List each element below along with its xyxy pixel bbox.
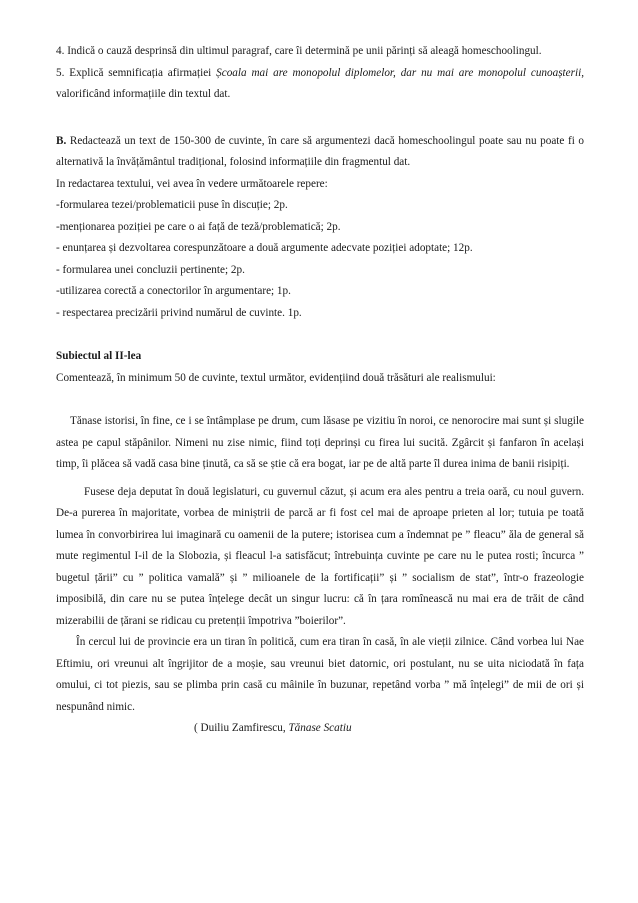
question-4: 4. Indică o cauză desprinsă din ultimul paragraf, care îi determină pe unii părinți să aleagă homeschoolingul. (56, 45, 542, 57)
source-title: Tănase Scatiu (288, 722, 352, 734)
excerpt-paragraph-2: Fusese deja deputat în două legislaturi, cu guvernul căzut, și acum era ales pentru a treia oară, cu noul guvern. De-a purerea în majoritate, vorbea de miniștrii de parcă ar fi fost cel mai de aproape prieten al lor; tutuia pe toată lumea în convorbirirea lui imaginară cu oamenii de la putere; istorisea cum a îndemnat pe ” fleacu” ăla de general să mute regimentul I-il de la Slobozia, și fleacul l-a satisfăcut; întrebuința cuvinte pe care nu le putea rosti; încurca ” bugetul țării” cu ” politica vamală” și ” milioanele de la fortificații” și ” socialism de stat”, într-o frazeologie imposibilă, din care nu se putea înțelege decât un singur lucru: că în țara romînească nu mai era de trăit de când mizerabilii de țărani se ridicau cu pretenții împotriva ”boierilor”. (56, 485, 584, 627)
excerpt-source (56, 718, 584, 740)
question-5 (56, 63, 584, 106)
spacer (56, 106, 584, 131)
criterion-item: -formularea tezei/problematicii puse în discuție; 2p. (56, 199, 288, 211)
document-body (56, 41, 584, 740)
excerpt-paragraph-3: În cercul lui de provincie era un tiran în politică, cum era tiran în casă, în ale vieții zilnice. Când vorbea lui Nae Eftimiu, ori vreunui alt îngrijitor de a moșie, sau vreunui biet datornic, ori postulant, nu se uita niciodată în fața omului, ci tot piezis, sau se plimba prin casă cu mâinile în buzunar, repetând vorba ” mă înțelegi” de mii de ori și nespunând nimic. (56, 636, 584, 713)
criterion-item: - respectarea precizării privind numărul de cuvinte. 1p. (56, 306, 302, 319)
subject-2-heading: Subiectul al II-lea (56, 350, 142, 362)
criterion-item: -menționarea poziției pe care o ai față de teză/problematică; 2p. (56, 220, 341, 233)
spacer (56, 324, 584, 346)
question-5-tail: , valorificând informațiile din textul dat. (56, 66, 584, 100)
section-b-guidance: In redactarea textului, vei avea în vedere următoarele repere: (56, 177, 328, 190)
source-author: ( Duiliu Zamfirescu, (194, 722, 289, 734)
section-b-intro (56, 131, 584, 174)
criterion-item: -utilizarea corectă a conectorilor în argumentare; 1p. (56, 285, 291, 297)
section-b-task: Redactează un text de 150-300 de cuvinte, în care să argumentezi dacă homeschoolingul poate sau nu poate fi o alternativă la învățământul tradițional, folosind informațiile din fragmentul dat. (56, 134, 584, 168)
excerpt-paragraph-1: Tănase istorisi, în fine, ce i se întâmplase pe drum, cum lăsase pe vizitiu în noroi, ce nenorocire mai sunt și slugile astea pe capul stăpânilor. Nimeni nu zise nimic, fiind toți deprinși cu firea lui sucită. Zgârcit și fanfaron în același timp, îi plăcea să vadă casa bine ținută, ca să se știe că era bogat, iar pe de altă parte îl durea inima de banii risipiți. (56, 415, 584, 470)
question-5-text: 5. Explică semnificația afirmației (56, 66, 217, 79)
section-b-label: B. (56, 134, 67, 147)
criterion-item: - formularea unei concluzii pertinente; 2p. (56, 263, 245, 276)
criterion-item: - enunțarea și dezvoltarea corespunzătoare a două argumente adecvate poziției adoptate; 12p. (56, 242, 473, 254)
subject-2-instruction: Comentează, în minimum 50 de cuvinte, textul următor, evidențiind două trăsături ale realismului: (56, 371, 496, 384)
question-5-quote: Școala mai are monopolul diplomelor, dar nu mai are monopolul cunoașterii (216, 66, 582, 79)
spacer (56, 389, 584, 411)
